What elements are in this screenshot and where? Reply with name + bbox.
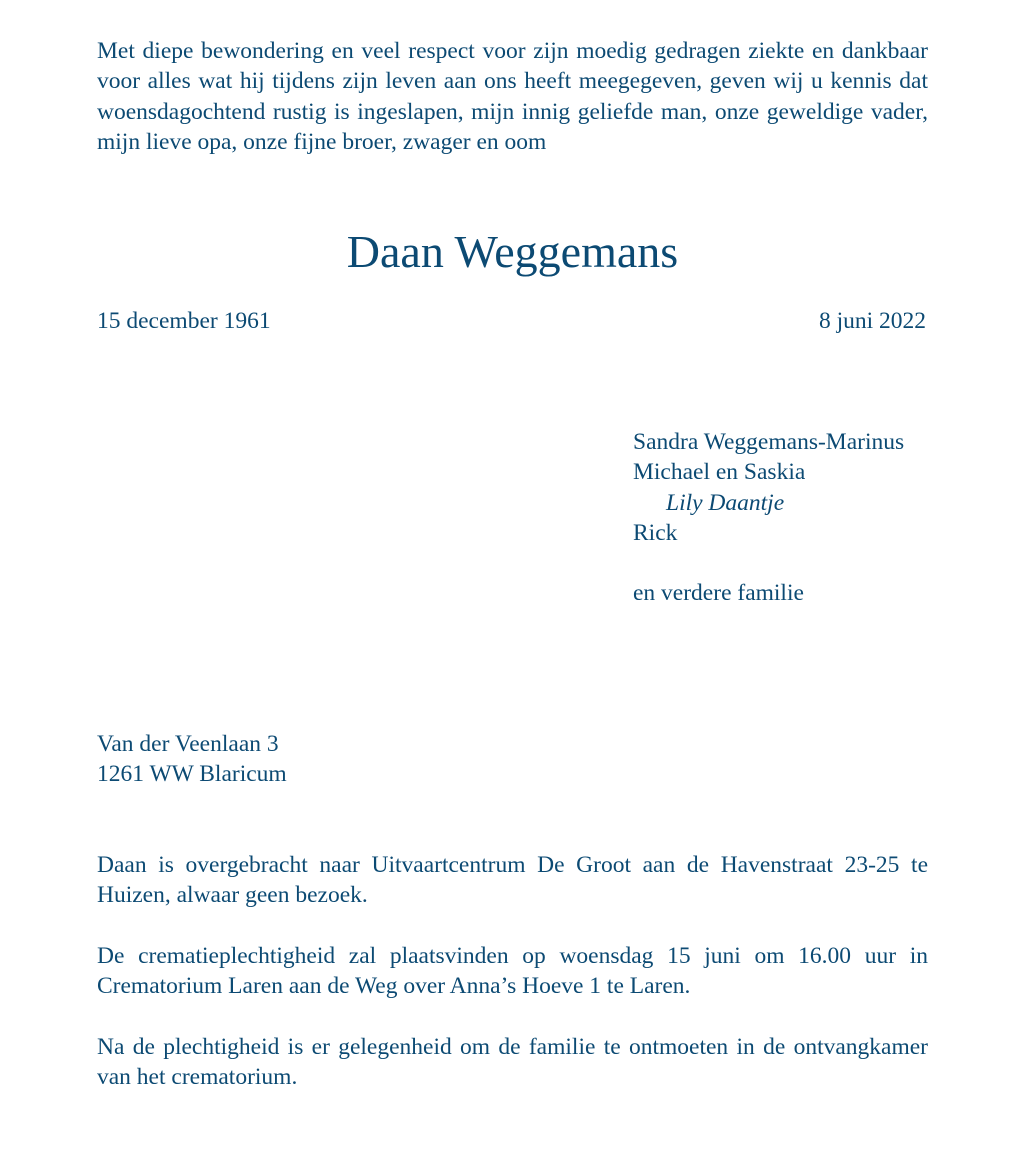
obituary-card — [97, 0, 928, 1161]
family-grandchild: Lily Daantje — [666, 489, 785, 516]
address-city: 1261 WW Blaricum — [97, 761, 287, 788]
family-spouse: Sandra Weggemans-Marinus — [633, 429, 905, 455]
family-child: Michael en Saskia — [633, 459, 806, 486]
address-street: Van der Veenlaan 3 — [97, 731, 279, 757]
family-extended: en verdere familie — [633, 580, 804, 607]
life-dates — [97, 306, 928, 336]
family-list — [633, 427, 933, 609]
intro-text: Met diepe bewondering en veel respect voor zijn moedig gedragen ziekte en dankbaar voor alles wat hij tijdens zijn leven aan ons heeft meegegeven, geven wij u kennis dat woensdagochtend rustig is ingeslapen, mijn innig geliefde man, onze geweldige vader, mijn lieve opa, onze fijne broer, zwager en oom — [97, 38, 928, 155]
birth-date: 15 december 1961 — [97, 308, 271, 334]
notice-transfer: Daan is overgebracht naar Uitvaartcentrum De Groot aan de Havenstraat 23-25 te Huizen, alwaar geen bezoek. — [97, 852, 928, 909]
deceased-name: Daan Weggemans — [346, 226, 679, 277]
family-spacer — [633, 548, 933, 578]
home-address — [97, 729, 287, 790]
notice-reception: Na de plechtigheid is er gelegenheid om de familie te ontmoeten in de ontvangkamer van het crematorium. — [97, 1034, 928, 1091]
death-date: 8 juni 2022 — [818, 308, 926, 334]
family-child: Rick — [633, 519, 678, 546]
notice-ceremony: De crematieplechtigheid zal plaatsvinden op woensdag 15 juni om 16.00 uur in Crematorium Laren aan de Weg over Anna’s Hoeve 1 te Laren. — [97, 943, 928, 1000]
